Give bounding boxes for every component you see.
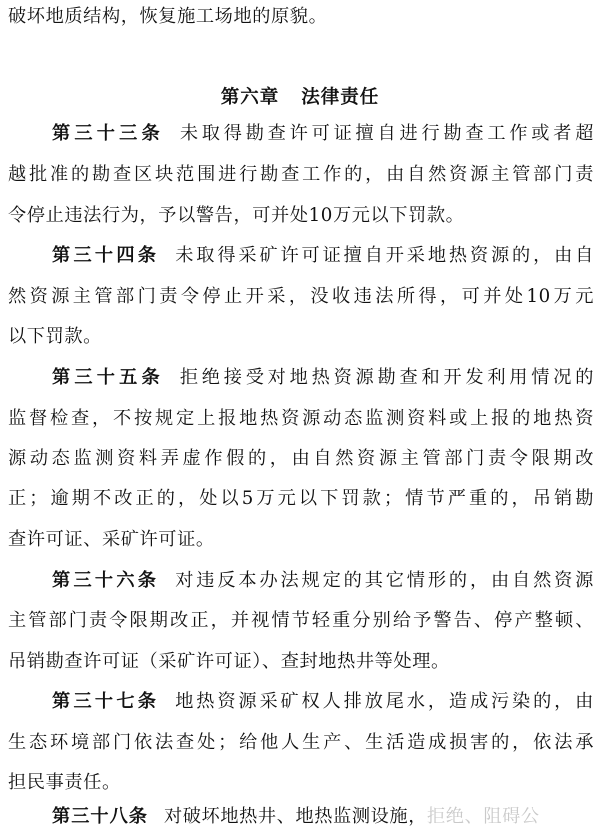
article-33-line-2: 越批准的勘查区块范围进行勘查工作的，由自然资源主管部门责 bbox=[8, 164, 594, 185]
article-35-line-2: 监督检查，不按规定上报地热资源动态监测资料或上报的地热资 bbox=[8, 408, 594, 429]
article-36-line-3: 吊销勘查许可证（采矿许可证）、查封地热井等处理。 bbox=[8, 651, 450, 672]
article-36-line-2: 主管部门责令限期改正，并视情节轻重分别给予警告、停产整顿、 bbox=[8, 610, 594, 631]
article-37-line-2: 生态环境部门依法查处；给他人生产、生活造成损害的，依法承 bbox=[8, 732, 594, 753]
article-35-text-1: 拒绝接受对地热资源勘查和开发利用情况的 bbox=[179, 367, 594, 388]
article-36-line-1 bbox=[52, 568, 594, 594]
article-33-label: 第三十三条 bbox=[52, 123, 164, 144]
article-34-line-3: 以下罚款。 bbox=[8, 326, 102, 347]
article-35-line-5: 查许可证、采矿许可证。 bbox=[8, 529, 215, 550]
article-34-text-1: 未取得采矿许可证擅自开采地热资源的，由自 bbox=[175, 245, 594, 266]
article-37-line-1 bbox=[52, 689, 594, 715]
article-37-label: 第三十七条 bbox=[52, 691, 160, 712]
article-34-line-2: 然资源主管部门责令停止开采，没收违法所得，可并处10万元 bbox=[8, 286, 594, 307]
top-fragment-line: 破坏地质结构，恢复施工场地的原貌。 bbox=[8, 6, 328, 27]
article-35-label: 第三十五条 bbox=[52, 367, 164, 388]
article-38-line-1 bbox=[52, 804, 594, 830]
article-35-line-3: 源动态监测资料弄虚作假的，由自然资源主管部门责令限期改 bbox=[8, 448, 594, 469]
article-37-line-3: 担民事责任。 bbox=[8, 772, 121, 793]
article-34-line-1 bbox=[52, 243, 594, 269]
chapter-heading bbox=[0, 85, 600, 111]
article-35-line-4: 正；逾期不改正的，处以5万元以下罚款；情节严重的，吊销勘 bbox=[8, 488, 594, 509]
article-33-line-1 bbox=[52, 121, 594, 147]
article-36-text-1: 对违反本办法规定的其它情形的，由自然资源 bbox=[175, 570, 594, 591]
article-33-text-1: 未取得勘查许可证擅自进行勘查工作或者超 bbox=[179, 123, 594, 144]
article-36-label: 第三十六条 bbox=[52, 570, 160, 591]
article-38-text-1: 对破坏地热井、地热监测设施， bbox=[163, 806, 427, 827]
chapter-number: 第六章 bbox=[220, 87, 280, 108]
article-38-faint-tail: 拒绝、阻碍公 bbox=[426, 806, 540, 827]
article-38-label: 第三十八条 bbox=[52, 806, 148, 827]
article-35-line-1 bbox=[52, 365, 594, 391]
article-37-text-1: 地热资源采矿权人排放尾水，造成污染的，由 bbox=[175, 691, 594, 712]
article-34-label: 第三十四条 bbox=[52, 245, 160, 266]
article-33-line-3: 令停止违法行为，予以警告，可并处10万元以下罚款。 bbox=[8, 205, 465, 226]
chapter-title: 法律责任 bbox=[301, 87, 380, 108]
